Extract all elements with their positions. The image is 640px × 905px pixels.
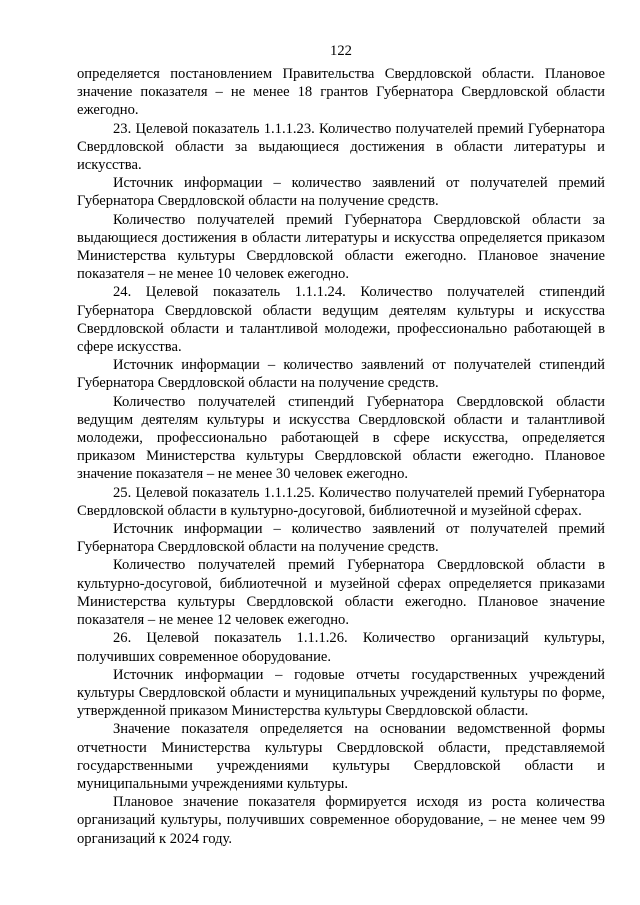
paragraph-method-26: Значение показателя определяется на основании ведомственной формы отчетности Министерства культуры Свердловской области, представляемой государственными учреждениями культуры Свердловской области и муниципальными учреждениями культуры. — [77, 721, 605, 792]
paragraph-value-24: Количество получателей стипендий Губернатора Свердловской области ведущим деятелям культуры и искусства Свердловской области и талантливой молодежи, профессионально работающей в сфере искусства, определяется приказом Министерства культуры Свердловской области ежегодно. Плановое значение показателя – не менее 30 человек ежегодно. — [77, 393, 605, 483]
paragraph-indicator-24: 24. Целевой показатель 1.1.1.24. Количество получателей стипендий Губернатора Свердловской области ведущим деятелям культуры и искусства Свердловской области и талантливой молодежи, профессионально работающей в сфере искусства. — [77, 284, 605, 356]
paragraph-indicator-26: 26. Целевой показатель 1.1.1.26. Количество организаций культуры, получивших современное оборудование. — [77, 630, 605, 665]
paragraph-source-25: Источник информации – количество заявлений от получателей премий Губернатора Свердловской области на получение средств. — [77, 521, 605, 556]
paragraph-value-25: Количество получателей премий Губернатора Свердловской области в культурно-досуговой, библиотечной и музейной сферах определяется приказами Министерства культуры Свердловской области ежегодно. Плановое значение показателя – не менее 12 человек ежегодно. — [77, 557, 605, 629]
paragraph-source-26: Источник информации – годовые отчеты государственных учреждений культуры Свердловской области и муниципальных учреждений культуры по форме, утвержденной приказом Министерства культуры Свердловской области. — [77, 666, 605, 720]
paragraph-indicator-25: 25. Целевой показатель 1.1.1.25. Количество получателей премий Губернатора Свердловской области в культурно-досуговой, библиотечной и музейной сферах. — [77, 484, 605, 519]
paragraph-continuation: определяется постановлением Правительства Свердловской области. Плановое значение показателя – не менее 18 грантов Губернатора Свердловской области ежегодно. — [77, 66, 605, 119]
paragraph-source-24: Источник информации – количество заявлений от получателей стипендий Губернатора Свердловской области на получение средств. — [77, 357, 605, 392]
paragraph-value-23: Количество получателей премий Губернатора Свердловской области за выдающиеся достижения в области литературы и искусства определяется приказом Министерства культуры Свердловской области ежегодно. Плановое значение показателя – не менее 10 человек ежегодно. — [77, 211, 605, 283]
page-number: 122 — [330, 43, 352, 59]
paragraph-source-23: Источник информации – количество заявлений от получателей премий Губернатора Свердловской области на получение средств. — [77, 175, 605, 210]
paragraph-indicator-23: 23. Целевой показатель 1.1.1.23. Количество получателей премий Губернатора Свердловской области за выдающиеся достижения в области литературы и искусства. — [77, 120, 605, 174]
paragraph-value-26: Плановое значение показателя формируется исходя из роста количества организаций культуры, получивших современное оборудование, – не менее чем 99 организаций к 2024 году. — [77, 794, 605, 847]
document-page — [77, 0, 605, 848]
